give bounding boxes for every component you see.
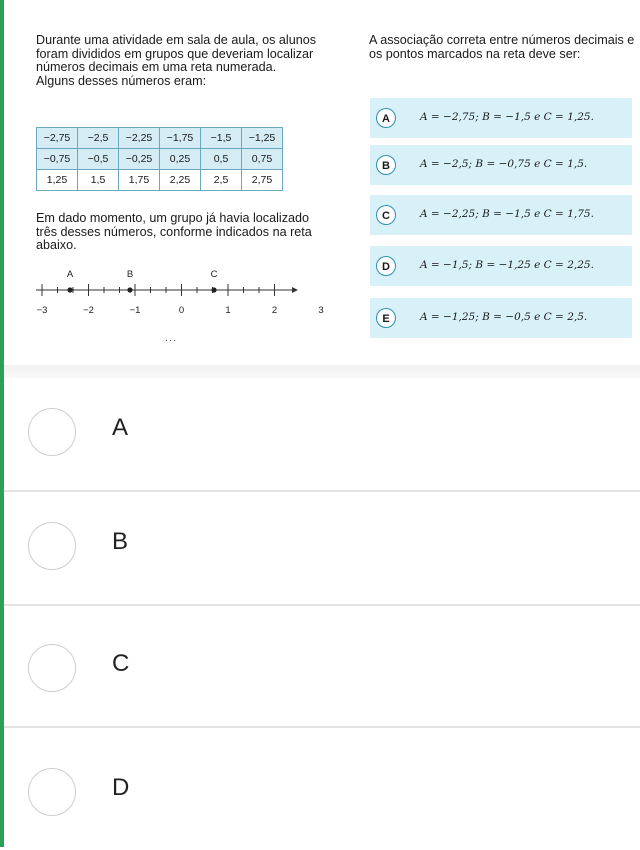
answer-label-d: D	[112, 774, 130, 801]
option-letter-b: B	[376, 155, 396, 175]
answer-choice-a[interactable]	[4, 378, 640, 492]
option-letter-d: D	[376, 256, 396, 276]
table-cell: −1,75	[160, 128, 201, 149]
table-cell: −2,75	[37, 128, 78, 149]
table-cell: 2,25	[160, 170, 201, 191]
option-letter-a: A	[376, 108, 396, 128]
after-table-block	[36, 212, 326, 253]
table-cell: 2,5	[201, 170, 242, 191]
table-cell: 2,75	[242, 170, 283, 191]
table-cell: 0,75	[242, 149, 283, 170]
table-cell: 1,25	[37, 170, 78, 191]
numbers-table	[36, 127, 283, 191]
table-cell: 1,5	[78, 170, 119, 191]
ellipsis: ...	[165, 332, 178, 344]
radio-button-c[interactable]	[28, 644, 76, 692]
table-cell: 0,5	[201, 149, 242, 170]
point-label-c: C	[210, 269, 218, 280]
after-table-text: Em dado momento, um grupo já havia localizado três desses números, conforme indicados na reta abaixo.	[36, 211, 312, 253]
number-line	[30, 262, 324, 322]
table-cell: −2,5	[78, 128, 119, 149]
tick-label: 0	[178, 305, 185, 316]
table-cell: 0,25	[160, 149, 201, 170]
tick-label: −3	[36, 305, 48, 316]
answer-label-b: B	[112, 528, 129, 555]
radio-button-d[interactable]	[28, 768, 76, 816]
table-cell: −1,25	[242, 128, 283, 149]
table-cell: −1,5	[201, 128, 242, 149]
question-intro: Durante uma atividade em sala de aula, os alunos foram divididos em grupos que deveriam localizar números decimais em uma reta numerada.	[36, 33, 317, 75]
radio-button-b[interactable]	[28, 522, 76, 570]
question-prompt: A associação correta entre números decimais e os pontos marcados na reta deve ser:	[369, 33, 635, 61]
option-letter-c: C	[376, 205, 396, 225]
tick-label: −2	[83, 305, 94, 316]
answer-label-a: A	[112, 414, 129, 441]
list-intro: Alguns desses números eram:	[36, 73, 207, 88]
option-text-b: A = −2,5; B = −0,75 e C = 1,5.	[420, 158, 588, 170]
question-intro-block	[36, 34, 326, 88]
point-b-dot	[127, 287, 132, 292]
tick-label: −1	[129, 305, 141, 316]
option-letter-e: E	[376, 308, 396, 328]
option-b	[370, 145, 632, 185]
table-row	[37, 149, 283, 170]
table-cell: −0,5	[78, 149, 119, 170]
point-c-dot	[211, 287, 216, 292]
option-e	[370, 298, 632, 338]
table-cell: −0,75	[37, 149, 78, 170]
option-d	[370, 246, 632, 286]
answer-choice-b[interactable]	[4, 492, 640, 606]
table-cell: −2,25	[119, 128, 160, 149]
point-a-dot	[67, 287, 72, 292]
option-c	[370, 195, 632, 235]
tick-label: 3	[318, 305, 324, 316]
tick-label: 2	[271, 305, 278, 316]
table-cell: 1,75	[119, 170, 160, 191]
option-a	[370, 98, 632, 138]
prompt-block	[369, 34, 637, 61]
option-text-e: A = −1,25; B = −0,5 e C = 2,5.	[420, 311, 588, 323]
table-row	[37, 128, 283, 149]
table-row	[37, 170, 283, 191]
tick-label: 1	[225, 305, 231, 316]
number-line-arrow	[292, 287, 298, 293]
answer-choice-d[interactable]	[4, 738, 640, 850]
section-divider	[4, 365, 640, 379]
option-text-a: A = −2,75; B = −1,5 e C = 1,25.	[420, 111, 594, 123]
answer-choice-c[interactable]	[4, 614, 640, 728]
point-label-a: A	[66, 269, 74, 280]
option-text-d: A = −1,5; B = −1,25 e C = 2,25.	[420, 259, 594, 271]
point-label-b: B	[126, 269, 134, 280]
answer-label-c: C	[112, 650, 130, 677]
option-text-c: A = −2,25; B = −1,5 e C = 1,75.	[420, 208, 594, 220]
radio-button-a[interactable]	[28, 408, 76, 456]
table-cell: −0,25	[119, 149, 160, 170]
